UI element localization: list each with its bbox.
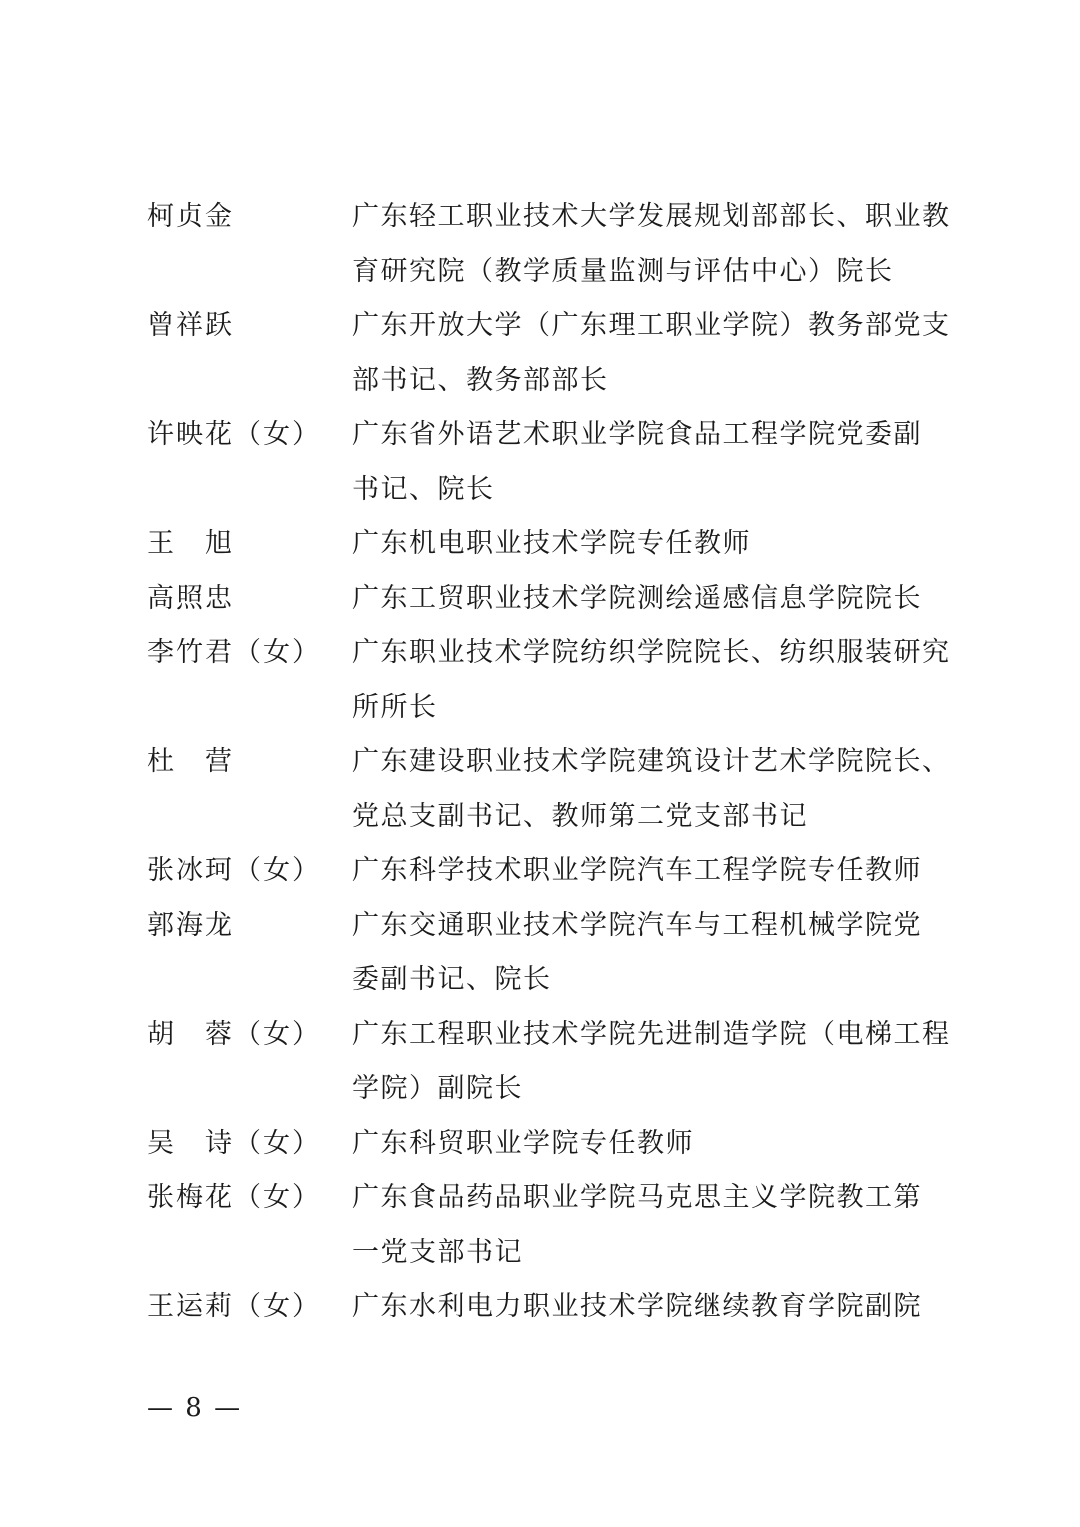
person-name: 许映花（女） (147, 419, 321, 450)
person-position (352, 844, 947, 899)
person-position (352, 190, 951, 299)
position-line: 广东交通职业技术学院汽车与工程机械学院党 (352, 909, 922, 941)
person-name: 杜 营 (147, 746, 234, 777)
list-item (147, 1171, 947, 1280)
list-item (147, 735, 951, 844)
person-position (352, 408, 947, 517)
person-position (352, 1117, 947, 1172)
person-position (352, 1280, 947, 1335)
position-line: 广东省外语艺术职业学院食品工程学院党委副 (352, 419, 922, 450)
list-item (147, 1008, 951, 1117)
person-name: 高照忠 (147, 582, 234, 614)
position-line: 广东工程职业技术学院先进制造学院（电梯工程 (352, 1018, 951, 1050)
person-name: 王 旭 (147, 528, 234, 559)
person-position (352, 572, 947, 627)
position-line: 广东建设职业技术学院建筑设计艺术学院院长、 (352, 746, 951, 777)
page-number: — 8 — (147, 1393, 243, 1423)
person-name: 曾祥跃 (147, 310, 234, 341)
person-name: 李竹君（女） (147, 637, 321, 668)
position-line: 一党支部书记 (352, 1236, 523, 1268)
position-line: 广东轻工职业技术大学发展规划部部长、职业教 (352, 201, 951, 232)
list-item (147, 626, 951, 735)
list-item (147, 844, 947, 899)
person-position (352, 517, 947, 572)
position-line: 广东水利电力职业技术学院继续教育学院副院 (352, 1291, 922, 1322)
person-position (352, 899, 947, 1008)
person-name: 郭海龙 (147, 909, 234, 941)
position-line: 书记、院长 (352, 473, 495, 505)
person-position (352, 735, 951, 844)
position-line: 广东科贸职业学院专任教师 (352, 1127, 694, 1159)
position-line: 部书记、教务部部长 (352, 364, 609, 396)
list-item (147, 572, 947, 627)
list-item (147, 1117, 947, 1172)
person-position (352, 626, 951, 735)
person-name: 王运莉（女） (147, 1291, 321, 1322)
list-item (147, 190, 951, 299)
personnel-list (147, 190, 951, 1335)
person-position (352, 1008, 951, 1117)
position-line: 广东食品药品职业学院马克思主义学院教工第 (352, 1182, 922, 1213)
list-item (147, 517, 947, 572)
list-item (147, 408, 947, 517)
position-line: 广东机电职业技术学院专任教师 (352, 528, 751, 559)
position-line: 所所长 (352, 691, 438, 723)
position-line: 广东开放大学（广东理工职业学院）教务部党支 (352, 310, 951, 341)
person-name: 吴 诗（女） (147, 1127, 321, 1159)
person-name: 柯贞金 (147, 201, 234, 232)
position-line: 广东职业技术学院纺织学院院长、纺织服装研究 (352, 637, 951, 668)
position-line: 学院）副院长 (352, 1073, 523, 1104)
person-position (352, 299, 951, 408)
person-name: 张冰珂（女） (147, 855, 321, 886)
position-line: 广东科学技术职业学院汽车工程学院专任教师 (352, 855, 922, 886)
position-line: 广东工贸职业技术学院测绘遥感信息学院院长 (352, 582, 922, 614)
position-line: 党总支副书记、教师第二党支部书记 (352, 800, 808, 832)
list-item (147, 899, 947, 1008)
person-position (352, 1171, 947, 1280)
list-item (147, 1280, 947, 1335)
position-line: 委副书记、院长 (352, 964, 552, 995)
position-line: 育研究院（教学质量监测与评估中心）院长 (352, 255, 894, 287)
person-name: 张梅花（女） (147, 1182, 321, 1213)
person-name: 胡 蓉（女） (147, 1018, 321, 1050)
list-item (147, 299, 951, 408)
